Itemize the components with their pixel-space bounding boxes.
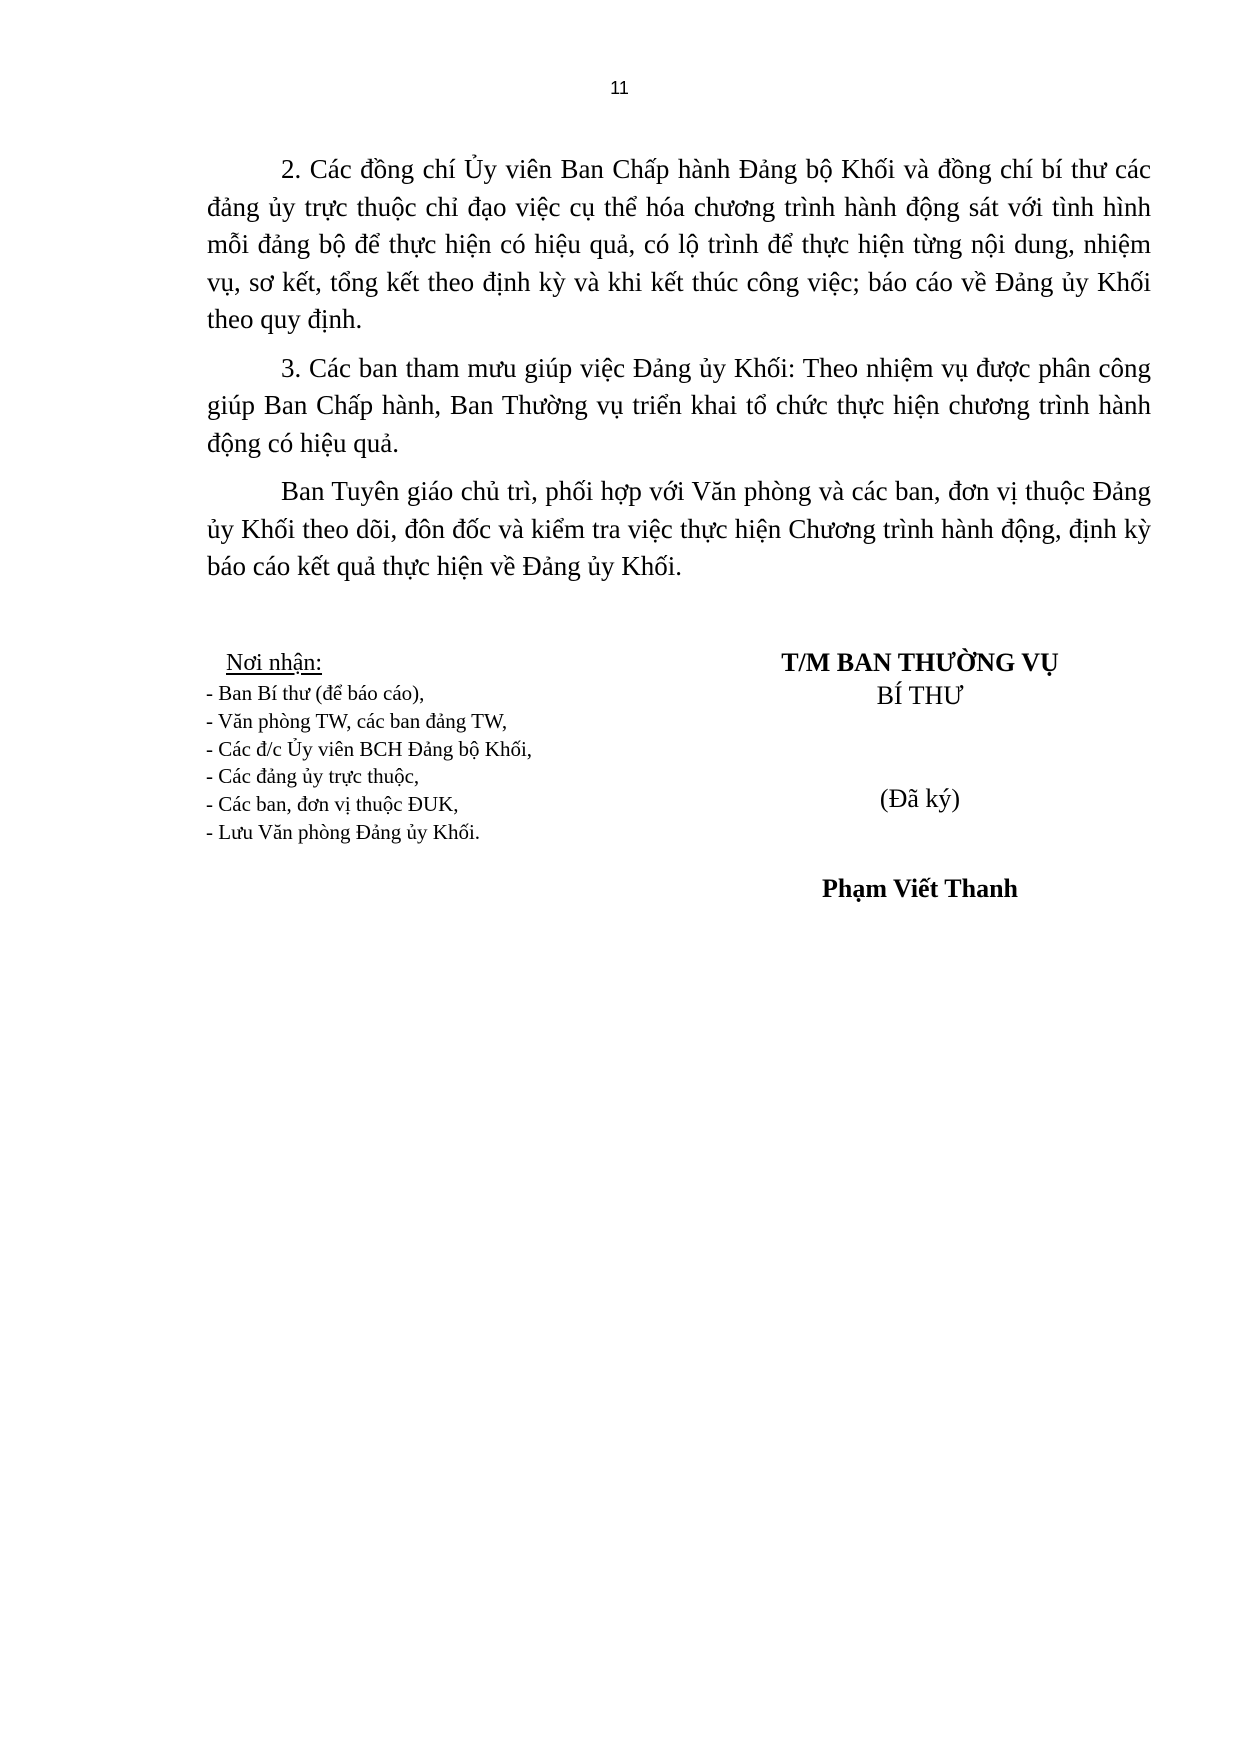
signature-title: BÍ THƯ	[876, 681, 964, 710]
signature-block	[720, 648, 1120, 904]
body-text	[207, 151, 1151, 597]
signer-name: Phạm Viết Thanh	[821, 874, 1018, 903]
recipient-item: - Văn phòng TW, các ban đảng TW,	[206, 708, 508, 733]
recipient-item: - Các ban, đơn vị thuộc ĐUK,	[206, 792, 459, 817]
page-number: 11	[610, 78, 629, 98]
paragraph-propaganda-board: Ban Tuyên giáo chủ trì, phối hợp với Văn phòng và các ban, đơn vị thuộc Đảng ủy Khối theo dõi, đôn đốc và kiểm tra việc thực hiện Chương trình hành động, định kỳ báo cáo kết quả thực hiện về Đảng ủy Khối.	[207, 476, 1151, 581]
recipient-item: - Các đảng ủy trực thuộc,	[206, 764, 420, 789]
recipient-item: - Các đ/c Ủy viên BCH Đảng bộ Khối,	[206, 736, 533, 761]
recipient-item: - Ban Bí thư (để báo cáo),	[206, 681, 425, 705]
recipients-block	[206, 648, 666, 847]
paragraph-3: 3. Các ban tham mưu giúp việc Đảng ủy Khối: Theo nhiệm vụ được phân công giúp Ban Chấp hành, Ban Thường vụ triển khai tổ chức thực hiện chương trình hành động có hiệu quả.	[207, 352, 1151, 458]
recipient-item: - Lưu Văn phòng Đảng ủy Khối.	[206, 819, 481, 844]
signed-note: (Đã ký)	[879, 784, 961, 813]
recipients-list	[206, 680, 666, 847]
recipients-heading: Nơi nhận:	[226, 650, 323, 676]
paragraph-2: 2. Các đồng chí Ủy viên Ban Chấp hành Đảng bộ Khối và đồng chí bí thư các đảng ủy trực thuộc chỉ đạo việc cụ thể hóa chương trình hành động sát với tình hình mỗi đảng bộ để thực hiện có hiệu quả, có lộ trình để thực hiện từng nội dung, nhiệm vụ, sơ kết, tổng kết theo định kỳ và khi kết thúc công việc; báo cáo về Đảng ủy Khối theo quy định.	[207, 154, 1151, 334]
signature-organization: T/M BAN THƯỜNG VỤ	[781, 648, 1059, 677]
